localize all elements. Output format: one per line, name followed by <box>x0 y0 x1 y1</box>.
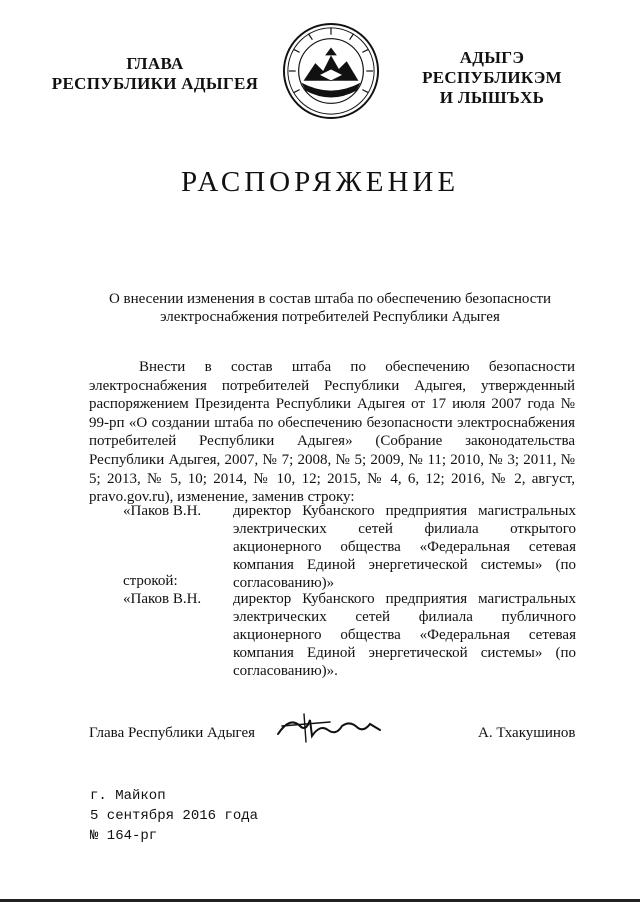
footer-number: № 164-рг <box>90 828 158 844</box>
bottom-rule <box>0 899 640 902</box>
replacement-label: строкой: <box>123 573 178 589</box>
old-name: «Паков В.Н. <box>123 503 202 519</box>
header-left <box>40 54 270 94</box>
document-title: РАСПОРЯЖЕНИЕ <box>180 166 460 198</box>
subject-line1: О внесении изменения в состав штаба по обеспечению безопасности <box>108 291 552 307</box>
body-paragraph: Внести в состав штаба по обеспечению безопасности электроснабжения потребителей Республики Адыгея, утвержденный распоряжением Президента Республики Адыгея от 17 июля 2007 года № 99-рп «О создании штаба по обеспечению безопасности электроснабжения потребителей Республики Адыгея» (Собрание законодательства Республики Адыгея, 2007, № 7; 2008, № 5; 2009, № 11; 2010, № 3; 2011, № 5; 2013, № 5, 10; 2014, № 10, 12; 2015, № 4, 6, 12; 2016, № 2, август, pravo.gov.ru), изменение, заменив строку: <box>89 359 575 506</box>
header-left-line2: РЕСПУБЛИКИ АДЫГЕЯ <box>51 74 259 93</box>
document-subject <box>90 290 570 326</box>
subject-line2: электроснабжения потребителей Республики Адыгея <box>160 309 500 325</box>
document-footer <box>90 786 258 846</box>
new-name: «Паков В.Н. <box>123 591 202 607</box>
signatory-name: А. Тхакушинов <box>478 725 576 741</box>
new-description: директор Кубанского предприятия магистральных электрических сетей филиала публичного акционерного общества «Федеральная сетевая компания Единой энергетической системы» (по согласованию)». <box>233 591 576 679</box>
document-body <box>89 358 575 507</box>
header-right-line1: АДЫГЭ РЕСПУБЛИКЭМ <box>422 48 562 87</box>
footer-date: 5 сентября 2016 года <box>90 808 259 824</box>
header-right-line2: И ЛЫШЪХЬ <box>439 88 545 107</box>
signatory-position: Глава Республики Адыгея <box>89 725 256 741</box>
footer-city: г. Майкоп <box>90 788 166 804</box>
header-left-line1: ГЛАВА <box>126 54 184 73</box>
header-right <box>392 48 592 108</box>
handwritten-signature-icon <box>270 706 400 746</box>
coat-of-arms-seal-icon <box>282 22 380 120</box>
old-description: директор Кубанского предприятия магистральных электрических сетей филиала открытого акционерного общества «Федеральная сетевая компания Единой энергетической системы» (по согласованию)» <box>233 503 576 591</box>
